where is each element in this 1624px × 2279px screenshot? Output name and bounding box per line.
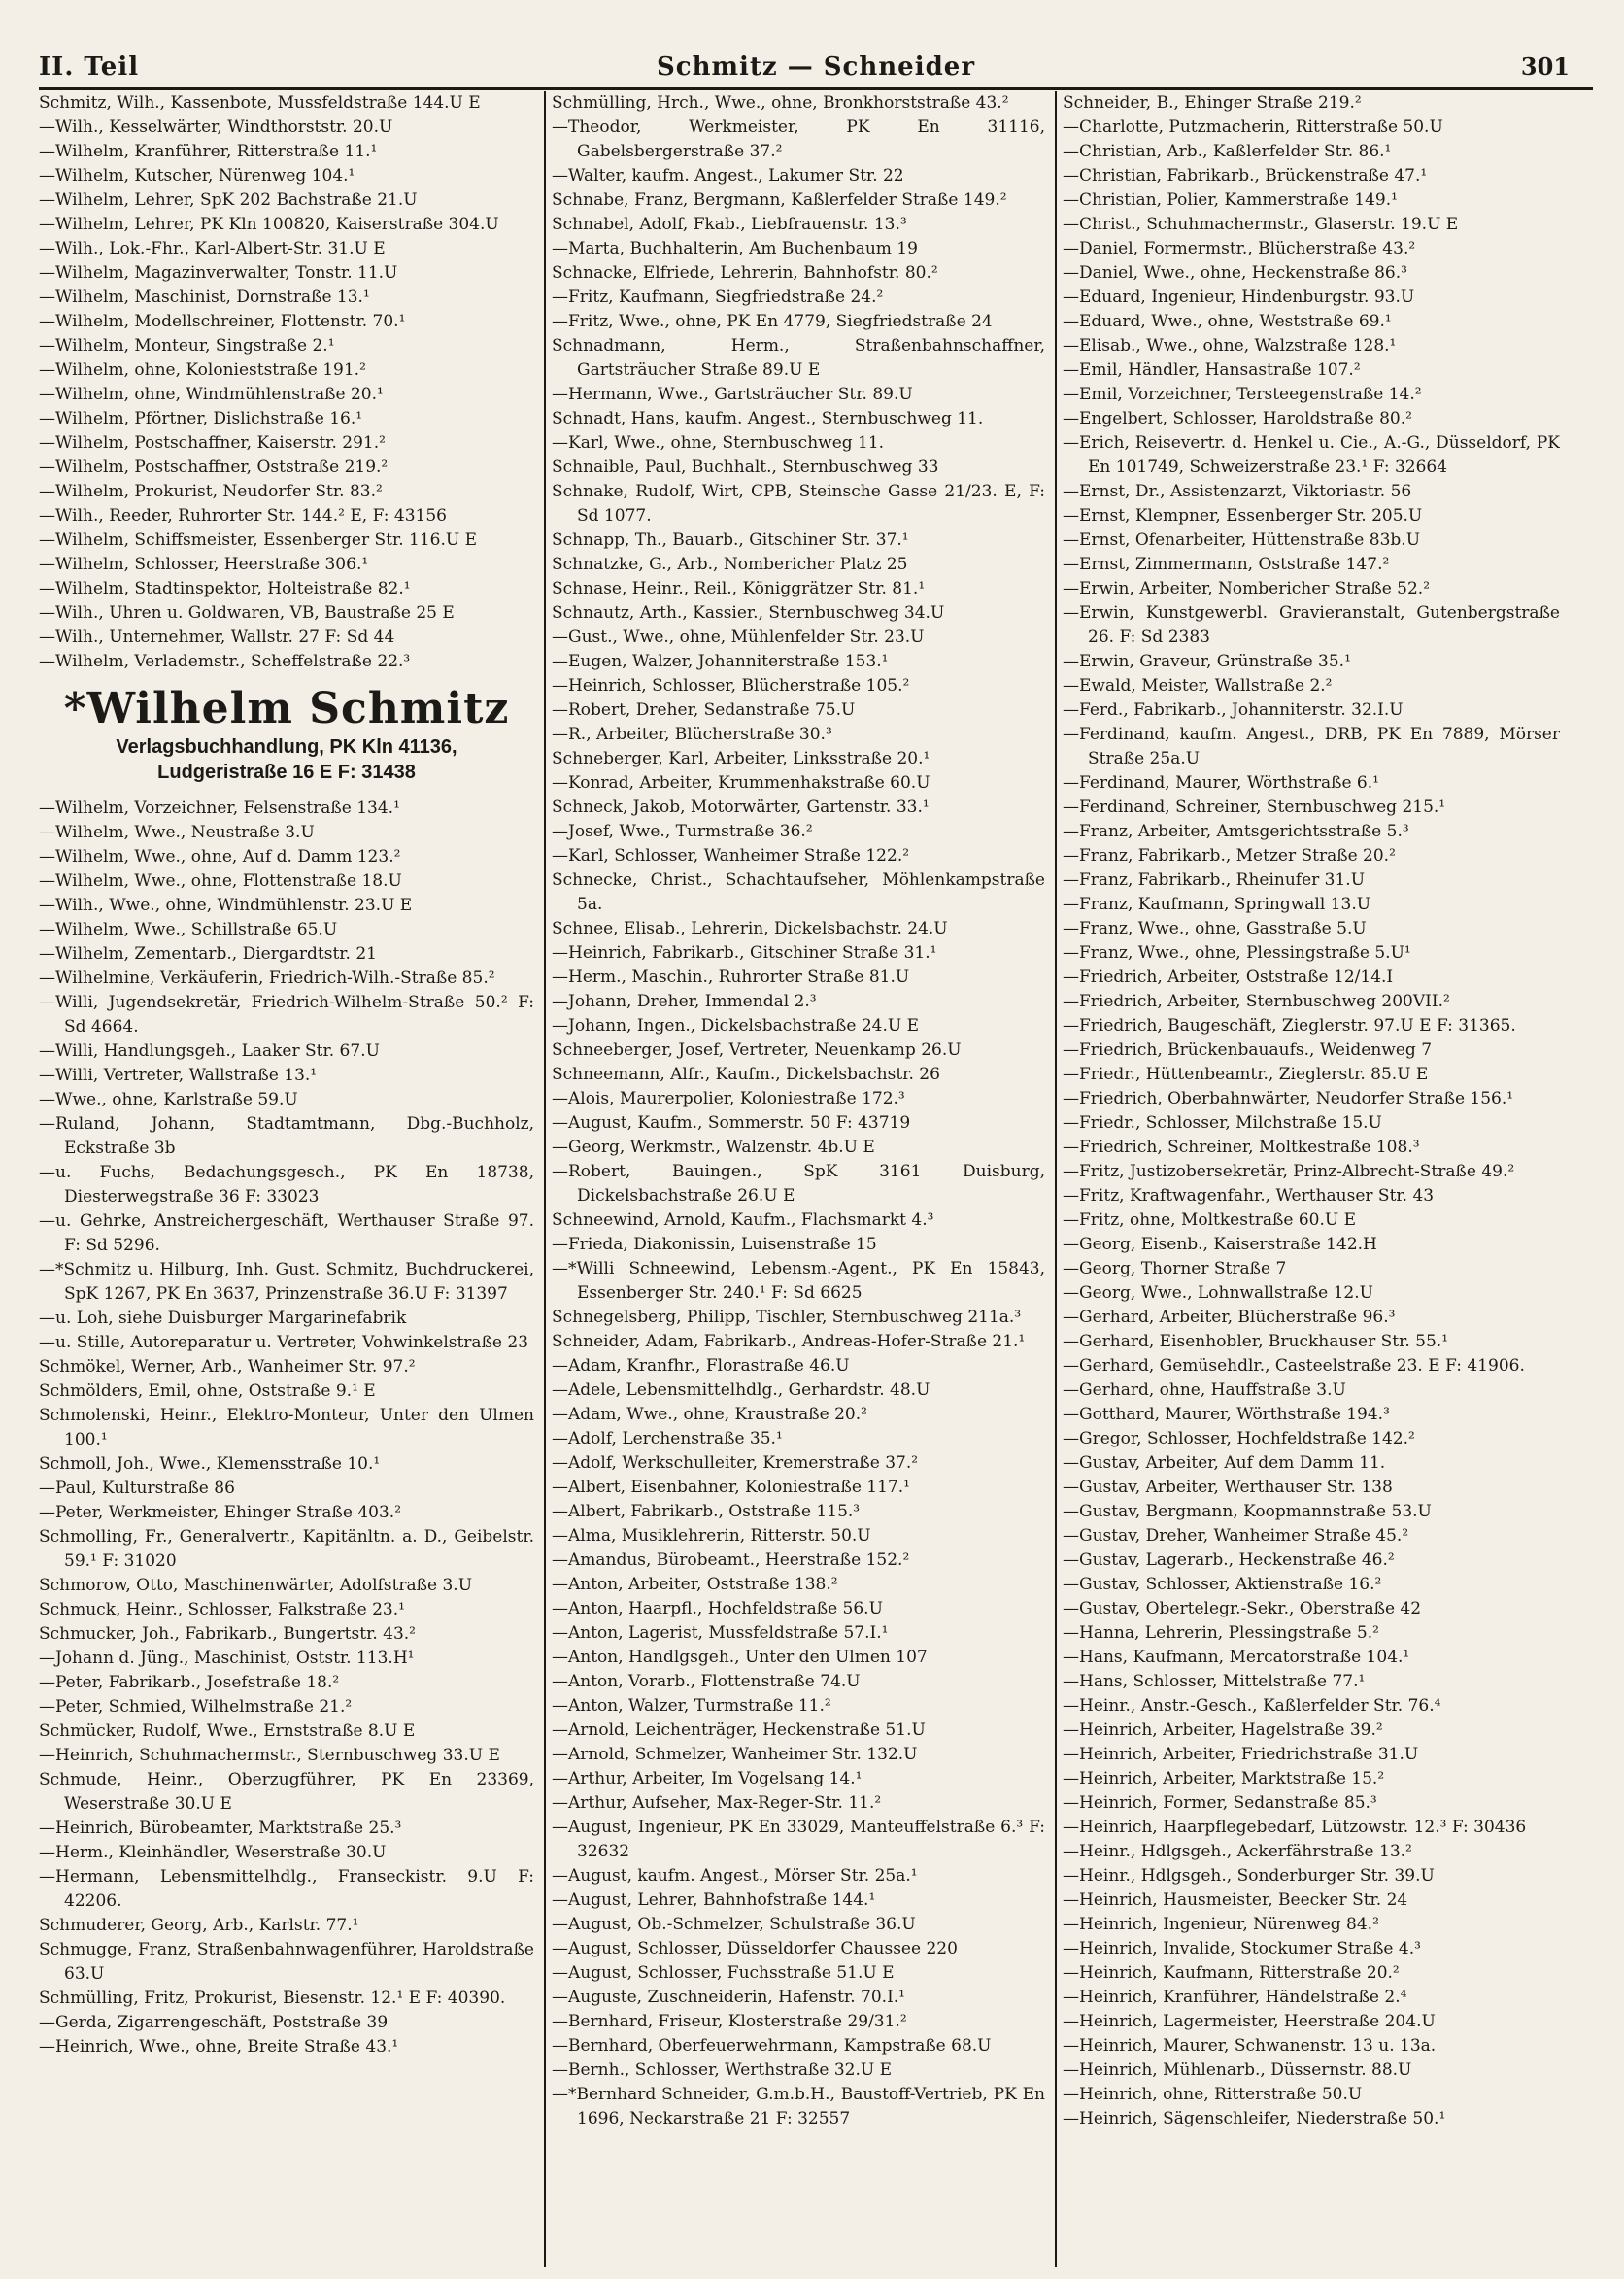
directory-entry: —Ernst, Klempner, Essenberger Str. 205.U	[1063, 506, 1423, 526]
directory-entry: —Paul, Kulturstraße 86	[39, 1479, 235, 1498]
directory-entry: —u. Loh, siehe Duisburger Margarinefabrik	[39, 1309, 407, 1328]
advertisement-line-2: Ludgeristraße 16 E F: 31438	[157, 762, 416, 783]
directory-entry: —Gerhard, ohne, Hauffstraße 3.U	[1063, 1380, 1346, 1400]
directory-entry: Schneemann, Alfr., Kaufm., Dickelsbachstr. 26	[552, 1065, 940, 1084]
directory-entry: —Robert, Dreher, Sedanstraße 75.U	[552, 700, 856, 720]
directory-entry: —Gust., Wwe., ohne, Mühlenfelder Str. 23.U	[552, 628, 925, 647]
advertisement-line-1: Verlagsbuchhandlung, PK Kln 41136,	[116, 736, 457, 758]
directory-entry: —Wilh., Unternehmer, Wallstr. 27 F: Sd 44	[39, 628, 395, 647]
directory-entry: —Wilhelm, Monteur, Singstraße 2.¹	[39, 336, 335, 356]
directory-entry: —Wilhelm, Wwe., Schillstraße 65.U	[39, 920, 338, 939]
directory-page	[39, 0, 1593, 2279]
directory-entry: —Wilhelm, Lehrer, SpK 202 Bachstraße 21.U	[39, 190, 418, 210]
directory-entry: —Gustav, Bergmann, Koopmannstraße 53.U	[1063, 1502, 1432, 1521]
directory-entry: —Karl, Wwe., ohne, Sternbuschweg 11.	[552, 433, 885, 453]
directory-entry: —Heinrich, ohne, Ritterstraße 50.U	[1063, 2085, 1363, 2104]
directory-entry: —*Schmitz u. Hilburg, Inh. Gust. Schmitz, Buchdruckerei, SpK 1267, PK En 3637, Prinzenstraße 36.U F: 31397	[39, 1260, 534, 1304]
directory-entry: —Wilhelm, Vorzeichner, Felsenstraße 134.¹	[39, 799, 400, 818]
directory-entry: —Albert, Eisenbahner, Koloniestraße 117.¹	[552, 1478, 910, 1497]
column-1-entries-bottom	[39, 797, 534, 2059]
directory-entry: —*Willi Schneewind, Lebensm.-Agent., PK En 15843, Essenberger Str. 240.¹ F: Sd 6625	[552, 1259, 1045, 1303]
directory-entry: —Wilh., Reeder, Ruhrorter Str. 144.² E, F: 43156	[39, 506, 447, 526]
directory-entry: —Wilhelm, Wwe., ohne, Flottenstraße 18.U	[39, 871, 402, 891]
page-number: 301	[1520, 52, 1570, 81]
directory-entry: —Johann, Ingen., Dickelsbachstraße 24.U E	[552, 1016, 920, 1036]
directory-entry: —u. Stille, Autoreparatur u. Vertreter, Vohwinkelstraße 23	[39, 1333, 529, 1352]
directory-entry: —Ernst, Zimmermann, Oststraße 147.²	[1063, 555, 1390, 574]
directory-entry: —Peter, Schmied, Wilhelmstraße 21.²	[39, 1697, 353, 1717]
directory-entry: —Ferdinand, kaufm. Angest., DRB, PK En 7889, Mörser Straße 25a.U	[1063, 725, 1560, 768]
directory-entry: Schmülling, Hrch., Wwe., ohne, Bronkhorststraße 43.²	[552, 93, 1009, 113]
directory-entry: —Wilh., Uhren u. Goldwaren, VB, Baustraße 25 E	[39, 603, 455, 623]
directory-entry: —Anton, Arbeiter, Oststraße 138.²	[552, 1575, 838, 1594]
directory-entry: Schmolling, Fr., Generalvertr., Kapitänltn. a. D., Geibelstr. 59.¹ F: 31020	[39, 1527, 534, 1571]
directory-entry: —Georg, Werkmstr., Walzenstr. 4b.U E	[552, 1138, 875, 1157]
directory-entry: —Wilhelm, Lehrer, PK Kln 100820, Kaiserstraße 304.U	[39, 215, 499, 234]
directory-entry: —Heinrich, Arbeiter, Hagelstraße 39.²	[1063, 1720, 1383, 1740]
directory-entry: —Wilhelm, Verlademstr., Scheffelstraße 22.³	[39, 652, 411, 671]
directory-entry: —Anton, Walzer, Turmstraße 11.²	[552, 1696, 831, 1716]
directory-entry: Schmoll, Joh., Wwe., Klemensstraße 10.¹	[39, 1454, 381, 1474]
directory-entry: —Franz, Fabrikarb., Rheinufer 31.U	[1063, 870, 1366, 890]
directory-entry: —Emil, Händler, Hansastraße 107.²	[1063, 360, 1361, 380]
directory-entry: Schmorow, Otto, Maschinenwärter, Adolfstraße 3.U	[39, 1576, 473, 1595]
directory-entry: —Adam, Wwe., ohne, Kraustraße 20.²	[552, 1405, 867, 1424]
directory-entry: —Hans, Kaufmann, Mercatorstraße 104.¹	[1063, 1648, 1410, 1667]
directory-entry: —Fritz, Kraftwagenfahr., Werthauser Str. 43	[1063, 1186, 1435, 1206]
directory-entry: —Heinr., Anstr.-Gesch., Kaßlerfelder Str. 76.⁴	[1063, 1696, 1441, 1716]
directory-entry: Schnatzke, G., Arb., Nombericher Platz 25	[552, 555, 908, 574]
directory-entry: —Adele, Lebensmittelhdlg., Gerhardstr. 48.U	[552, 1380, 930, 1400]
directory-entry: —Daniel, Wwe., ohne, Heckenstraße 86.³	[1063, 263, 1407, 283]
directory-entry: —Wilhelmine, Verkäuferin, Friedrich-Wilh.-Straße 85.²	[39, 969, 495, 988]
directory-entry: —Friedrich, Brückenbauaufs., Weidenweg 7	[1063, 1040, 1433, 1060]
directory-entry: —Wilhelm, Pförtner, Dislichstraße 16.¹	[39, 409, 363, 428]
directory-entry: —Fritz, Wwe., ohne, PK En 4779, Siegfriedstraße 24	[552, 312, 993, 331]
directory-entry: Schneck, Jakob, Motorwärter, Gartenstr. 33.¹	[552, 798, 930, 817]
directory-entry: —Friedrich, Baugeschäft, Zieglerstr. 97.U E F: 31365.	[1063, 1016, 1516, 1036]
directory-entry: Schnegelsberg, Philipp, Tischler, Sternbuschweg 211a.³	[552, 1308, 1022, 1327]
directory-entry: —Walter, kaufm. Angest., Lakumer Str. 22	[552, 166, 904, 186]
directory-entry: —Heinrich, Fabrikarb., Gitschiner Straße 31.¹	[552, 943, 937, 963]
column-2-entries	[552, 91, 1045, 2131]
directory-entry: —Karl, Schlosser, Wanheimer Straße 122.²	[552, 846, 910, 866]
directory-entry: Schmugge, Franz, Straßenbahnwagenführer, Haroldstraße 63.U	[39, 1940, 534, 1984]
directory-entry: —Heinrich, Lagermeister, Heerstraße 204.U	[1063, 2012, 1436, 2031]
directory-entry: —Heinrich, Haarpflegebedarf, Lützowstr. 12.³ F: 30436	[1063, 1818, 1527, 1837]
directory-entry: —Heinrich, Invalide, Stockumer Straße 4.³	[1063, 1939, 1421, 1958]
directory-entry: Schnabel, Adolf, Fkab., Liebfrauenstr. 13.³	[552, 215, 907, 234]
directory-entry: —Wilhelm, Zementarb., Diergardtstr. 21	[39, 944, 377, 964]
directory-entry: Schnase, Heinr., Reil., Königgrätzer Str. 81.¹	[552, 579, 926, 598]
directory-entry: —Theodor, Werkmeister, PK En 31116, Gabelsbergerstraße 37.²	[552, 118, 1045, 161]
directory-entry: —August, Ob.-Schmelzer, Schulstraße 36.U	[552, 1915, 916, 1934]
directory-entry: —Georg, Eisenb., Kaiserstraße 142.H	[1063, 1235, 1377, 1254]
directory-entry: —Heinrich, Hausmeister, Beecker Str. 24	[1063, 1890, 1408, 1910]
directory-entry: —Arnold, Leichenträger, Heckenstraße 51.U	[552, 1720, 926, 1740]
directory-entry: —Christian, Arb., Kaßlerfelder Str. 86.¹	[1063, 142, 1392, 161]
directory-entry: —Albert, Fabrikarb., Oststraße 115.³	[552, 1502, 861, 1521]
directory-entry: —Wilhelm, Prokurist, Neudorfer Str. 83.²	[39, 482, 383, 501]
page-title: Schmitz — Schneider	[656, 52, 976, 82]
directory-entry: —August, Kaufm., Sommerstr. 50 F: 43719	[552, 1113, 911, 1133]
column-2	[544, 91, 1045, 2267]
directory-entry: —Willi, Jugendsekretär, Friedrich-Wilhelm-Straße 50.² F: Sd 4664.	[39, 993, 534, 1037]
directory-entry: —Franz, Kaufmann, Springwall 13.U	[1063, 895, 1371, 914]
directory-entry: —Konrad, Arbeiter, Krummenhakstraße 60.U	[552, 773, 930, 793]
directory-entry: —Herm., Kleinhändler, Weserstraße 30.U	[39, 1843, 387, 1862]
directory-entry: —Heinrich, Mühlenarb., Düssernstr. 88.U	[1063, 2060, 1412, 2080]
directory-entry: —Engelbert, Schlosser, Haroldstraße 80.²	[1063, 409, 1412, 428]
directory-entry: —Fritz, ohne, Moltkestraße 60.U E	[1063, 1210, 1357, 1230]
directory-entry: —Fritz, Kaufmann, Siegfriedstraße 24.²	[552, 288, 884, 307]
directory-entry: —August, Schlosser, Düsseldorfer Chaussee 220	[552, 1939, 958, 1958]
directory-entry: —Josef, Wwe., Turmstraße 36.²	[552, 822, 813, 841]
directory-entry: —Charlotte, Putzmacherin, Ritterstraße 50.U	[1063, 118, 1443, 137]
advertisement	[39, 684, 534, 785]
directory-entry: —Frieda, Diakonissin, Luisenstraße 15	[552, 1235, 877, 1254]
directory-entry: —Gustav, Obertelegr.-Sekr., Oberstraße 42	[1063, 1599, 1422, 1618]
directory-entry: Schnautz, Arth., Kassier., Sternbuschweg 34.U	[552, 603, 945, 623]
directory-entry: —Wilhelm, Wwe., Neustraße 3.U	[39, 823, 315, 842]
directory-entry: —Heinrich, Maurer, Schwanenstr. 13 u. 13a.	[1063, 2036, 1437, 2056]
directory-entry: —Willi, Vertreter, Wallstraße 13.¹	[39, 1066, 318, 1085]
directory-entry: —Heinrich, Sägenschleifer, Niederstraße 50.¹	[1063, 2109, 1446, 2128]
directory-entry: —August, Schlosser, Fuchsstraße 51.U E	[552, 1963, 895, 1983]
directory-entry: —Franz, Wwe., ohne, Plessingstraße 5.U¹	[1063, 943, 1411, 963]
directory-entry: Schnadmann, Herm., Straßenbahnschaffner, Gartsträucher Straße 89.U E	[552, 336, 1045, 380]
directory-entry: —Gustav, Schlosser, Aktienstraße 16.²	[1063, 1575, 1382, 1594]
column-3	[1055, 91, 1560, 2267]
directory-entry: —Ewald, Meister, Wallstraße 2.²	[1063, 676, 1333, 696]
directory-entry: —Anton, Vorarb., Flottenstraße 74.U	[552, 1672, 861, 1691]
directory-entry: —Wilhelm, Maschinist, Dornstraße 13.¹	[39, 288, 370, 307]
directory-entry: —Wilhelm, ohne, Kolonieststraße 191.²	[39, 360, 366, 380]
directory-entry: Schnapp, Th., Bauarb., Gitschiner Str. 37.¹	[552, 530, 909, 550]
directory-entry: —Amandus, Bürobeamt., Heerstraße 152.²	[552, 1550, 910, 1570]
directory-entry: —Erwin, Arbeiter, Nomberichег Straße 52.²	[1063, 579, 1431, 598]
directory-entry: —Hans, Schlosser, Mittelstraße 77.¹	[1063, 1672, 1366, 1691]
directory-entry: —Wilhelm, Magazinverwalter, Tonstr. 11.U	[39, 263, 398, 283]
directory-entry: —Bernhard, Oberfeuerwehrmann, Kampstraße 68.U	[552, 2036, 992, 2056]
directory-entry: Schneider, B., Ehinger Straße 219.²	[1063, 93, 1362, 113]
part-label: II. Teil	[39, 52, 140, 82]
directory-entry: —Friedrich, Schreiner, Moltkestraße 108.³	[1063, 1138, 1420, 1157]
directory-entry: —Wilhelm, Kutscher, Nürenweg 104.¹	[39, 166, 355, 186]
directory-entry: —Hanna, Lehrerin, Plessingstraße 5.²	[1063, 1623, 1379, 1643]
directory-entry: —Eduard, Wwe., ohne, Weststraße 69.¹	[1063, 312, 1392, 331]
directory-entry: Schmülling, Fritz, Prokurist, Biesenstr. 12.¹ E F: 40390.	[39, 1989, 506, 2008]
directory-entry: —Arnold, Schmelzer, Wanheimer Str. 132.U	[552, 1745, 918, 1764]
directory-entry: Schmucker, Joh., Fabrikarb., Bungertstr. 43.²	[39, 1624, 416, 1644]
directory-entry: —Friedrich, Arbeiter, Oststraße 12/14.I	[1063, 968, 1394, 987]
directory-entry: —Christian, Fabrikarb., Brückenstraße 47.¹	[1063, 166, 1428, 186]
directory-entry: —Gerhard, Eisenhobler, Bruckhauser Str. 55.¹	[1063, 1332, 1449, 1351]
directory-entry: —Heinrich, Wwe., ohne, Breite Straße 43.¹	[39, 2037, 399, 2057]
directory-entry: —Wilhelm, Postschaffner, Oststraße 219.²	[39, 458, 389, 477]
directory-entry: Schneberger, Karl, Arbeiter, Linksstraße 20.¹	[552, 749, 930, 768]
directory-entry: —Ferdinand, Schreiner, Sternbuschweg 215.¹	[1063, 798, 1446, 817]
directory-entry: —Georg, Thorner Straße 7	[1063, 1259, 1287, 1278]
directory-entry: —Adolf, Lerchenstraße 35.¹	[552, 1429, 783, 1448]
directory-entry: —Heinrich, Arbeiter, Marktstraße 15.²	[1063, 1769, 1385, 1788]
directory-entry: —Willi, Handlungsgeh., Laaker Str. 67.U	[39, 1041, 380, 1061]
directory-entry: Schmude, Heinr., Oberzugführer, PK En 23369, Weserstraße 30.U E	[39, 1770, 534, 1814]
directory-entry: —Heinrich, Bürobeamter, Marktstraße 25.³	[39, 1819, 402, 1838]
directory-entry: —Franz, Fabrikarb., Metzer Straße 20.²	[1063, 846, 1396, 866]
directory-entry: —Heinrich, Ingenieur, Nürenweg 84.²	[1063, 1915, 1379, 1934]
directory-entry: —Daniel, Formermstr., Blücherstraße 43.²	[1063, 239, 1416, 258]
advertisement-title: *Wilhelm Schmitz	[63, 684, 510, 733]
directory-entry: —Eugen, Walzer, Johanniterstraße 153.¹	[552, 652, 889, 671]
directory-entry: —Johann, Dreher, Immendal 2.³	[552, 992, 817, 1011]
directory-entry: —Franz, Arbeiter, Amtsgerichtsstraße 5.³	[1063, 822, 1409, 841]
directory-entry: —Wilhelm, Kranführer, Ritterstraße 11.¹	[39, 142, 378, 161]
directory-entry: —Gregor, Schlosser, Hochfeldstraße 142.²	[1063, 1429, 1415, 1448]
directory-entry: —Bernhard, Friseur, Klosterstraße 29/31.²	[552, 2012, 907, 2031]
column-1-entries-top	[39, 91, 534, 674]
directory-entry: —Heinrich, Kaufmann, Ritterstraße 20.²	[1063, 1963, 1400, 1983]
directory-entry: —Wilhelm, Wwe., ohne, Auf d. Damm 123.²	[39, 847, 401, 867]
directory-entry: —August, Lehrer, Bahnhofstraße 144.¹	[552, 1890, 876, 1910]
directory-entry: —Alma, Musiklehrerin, Ritterstr. 50.U	[552, 1526, 871, 1546]
directory-entry: —Heinrich, Former, Sedanstraße 85.³	[1063, 1793, 1377, 1813]
directory-entry: Schnee, Elisab., Lehrerin, Dickelsbachstr. 24.U	[552, 919, 948, 938]
directory-entry: Schmuderer, Georg, Arb., Karlstr. 77.¹	[39, 1916, 359, 1935]
directory-entry: —Herm., Maschin., Ruhrorter Straße 81.U	[552, 968, 910, 987]
directory-entry: —Adolf, Werkschulleiter, Kremerstraße 37.²	[552, 1453, 919, 1473]
directory-entry: —Auguste, Zuschneiderin, Hafenstr. 70.I.¹	[552, 1988, 905, 2007]
directory-entry: —Christ., Schuhmachermstr., Glaserstr. 19.U E	[1063, 215, 1459, 234]
directory-entry: —Wilhelm, Stadtinspektor, Holteistraße 82.¹	[39, 579, 411, 598]
directory-entry: —Robert, Bauingen., SpK 3161 Duisburg, Dickelsbachstraße 26.U E	[552, 1162, 1045, 1206]
directory-entry: —Erich, Reisevertr. d. Henkel u. Cie., A.-G., Düsseldorf, PK En 101749, Schweizerstraße 23.¹ F: 32664	[1063, 433, 1560, 477]
directory-entry: —Ferd., Fabrikarb., Johanniterstr. 32.I.U	[1063, 700, 1404, 720]
directory-entry: —Christian, Polier, Kammerstraße 149.¹	[1063, 190, 1398, 210]
directory-entry: —Anton, Haarpfl., Hochfeldstraße 56.U	[552, 1599, 883, 1618]
page-header	[39, 47, 1593, 85]
directory-entry: —Wilhelm, Schiffsmeister, Essenberger Str. 116.U E	[39, 530, 478, 550]
directory-entry: —Gustav, Arbeiter, Werthauser Str. 138	[1063, 1478, 1393, 1497]
directory-entry: Schnaible, Paul, Buchhalt., Sternbuschweg 33	[552, 458, 939, 477]
directory-entry: Schneewind, Arnold, Kaufm., Flachsmarkt 4.³	[552, 1210, 934, 1230]
directory-entry: —Gerhard, Gemüsehdlr., Casteelstraße 23. E F: 41906.	[1063, 1356, 1525, 1376]
directory-entry: —Hermann, Lebensmittelhdlg., Franseckistr. 9.U F: 42206.	[39, 1867, 534, 1911]
directory-entry: —Heinr., Hdlgsgeh., Ackerfährstraße 13.²	[1063, 1842, 1412, 1861]
directory-entry: —Gustav, Arbeiter, Auf dem Damm 11.	[1063, 1453, 1386, 1473]
directory-entry: —Fritz, Justizobersekretär, Prinz-Albrecht-Straße 49.²	[1063, 1162, 1515, 1181]
directory-entry: —Anton, Handlgsgeh., Unter den Ulmen 107	[552, 1648, 928, 1667]
directory-entry: Schnake, Rudolf, Wirt, CPB, Steinsche Gasse 21/23. E, F: Sd 1077.	[552, 482, 1045, 526]
directory-entry: —u. Gehrke, Anstreichergeschäft, Werthauser Straße 97. F: Sd 5296.	[39, 1211, 534, 1255]
directory-entry: Schnabe, Franz, Bergmann, Kaßlerfelder Straße 149.²	[552, 190, 1007, 210]
directory-entry: Schmitz, Wilh., Kassenbote, Mussfeldstraße 144.U E	[39, 93, 481, 113]
directory-entry: —Gustav, Lagerarb., Heckenstraße 46.²	[1063, 1550, 1395, 1570]
directory-entry: Schmökel, Werner, Arb., Wanheimer Str. 97.²	[39, 1357, 416, 1377]
directory-entry: —Gerhard, Arbeiter, Blücherstraße 96.³	[1063, 1308, 1396, 1327]
directory-entry: —Erwin, Graveur, Grünstraße 35.¹	[1063, 652, 1351, 671]
column-3-entries	[1063, 91, 1560, 2131]
directory-entry: —Gotthard, Maurer, Wörthstraße 194.³	[1063, 1405, 1390, 1424]
directory-entry: —R., Arbeiter, Blücherstraße 30.³	[552, 725, 832, 744]
directory-entry: —*Bernhard Schneider, G.m.b.H., Baustoff-Vertrieb, PK En 1696, Neckarstraße 21 F: 32557	[552, 2085, 1045, 2128]
directory-entry: —Wwe., ohne, Karlstraße 59.U	[39, 1090, 298, 1109]
header-rule	[39, 87, 1593, 90]
directory-entry: —Alois, Maurerpolier, Koloniestraße 172.³	[552, 1089, 905, 1108]
directory-entry: —Emil, Vorzeichner, Tersteegenstraße 14.²	[1063, 385, 1422, 404]
directory-entry: —Arthur, Arbeiter, Im Vogelsang 14.¹	[552, 1769, 863, 1788]
directory-entry: —Bernh., Schlosser, Werthstraße 32.U E	[552, 2060, 893, 2080]
directory-entry: —Heinr., Hdlgsgeh., Sonderburger Str. 39.U	[1063, 1866, 1435, 1886]
directory-entry: —Wilhelm, Modellschreiner, Flottenstr. 70.¹	[39, 312, 406, 331]
directory-entry: Schneeberger, Josef, Vertreter, Neuenkamp 26.U	[552, 1040, 962, 1060]
directory-entry: —Wilhelm, Schlosser, Heerstraße 306.¹	[39, 555, 369, 574]
directory-entry: —Friedrich, Oberbahnwärter, Neudorfer Straße 156.¹	[1063, 1089, 1514, 1108]
directory-entry: —Hermann, Wwe., Gartsträucher Str. 89.U	[552, 385, 913, 404]
directory-entry: —Arthur, Aufseher, Max-Reger-Str. 11.²	[552, 1793, 882, 1813]
directory-entry: Schmolenski, Heinr., Elektro-Monteur, Unter den Ulmen 100.¹	[39, 1406, 534, 1449]
directory-entry: —Wilhelm, Postschaffner, Kaiserstr. 291.²	[39, 433, 386, 453]
directory-entry: Schnacke, Elfriede, Lehrerin, Bahnhofstr. 80.²	[552, 263, 938, 283]
directory-entry: —Adam, Kranfhr., Florastraße 46.U	[552, 1356, 850, 1376]
directory-entry: —Peter, Fabrikarb., Josefstraße 18.²	[39, 1673, 340, 1692]
directory-entry: —Friedr., Hüttenbeamtr., Zieglerstr. 85.U E	[1063, 1065, 1429, 1084]
directory-entry: —Georg, Wwe., Lohnwallstraße 12.U	[1063, 1283, 1373, 1303]
directory-entry: —Franz, Wwe., ohne, Gasstraße 5.U	[1063, 919, 1367, 938]
directory-entry: Schmölders, Emil, ohne, Oststraße 9.¹ E	[39, 1381, 376, 1401]
directory-entry: —Ernst, Dr., Assistenzarzt, Viktoriastr. 56	[1063, 482, 1412, 501]
directory-entry: —Ferdinand, Maurer, Wörthstraße 6.¹	[1063, 773, 1379, 793]
directory-entry: —August, kaufm. Angest., Mörser Str. 25a.¹	[552, 1866, 918, 1886]
directory-entry: —Wilh., Kesselwärter, Windthorststr. 20.U	[39, 118, 393, 137]
directory-entry: —Wilhelm, ohne, Windmühlenstraße 20.¹	[39, 385, 384, 404]
directory-entry: Schmücker, Rudolf, Wwe., Ernststraße 8.U E	[39, 1721, 416, 1741]
directory-entry: —Erwin, Kunstgewerbl. Gravieranstalt, Gutenbergstraße 26. F: Sd 2383	[1063, 603, 1560, 647]
directory-entry: —Gerda, Zigarrengeschäft, Poststraße 39	[39, 2013, 389, 2032]
directory-entry: —Gustav, Dreher, Wanheimer Straße 45.²	[1063, 1526, 1409, 1546]
directory-entry: —Friedrich, Arbeiter, Sternbuschweg 200VII.²	[1063, 992, 1450, 1011]
directory-entry: —Heinrich, Schuhmachermstr., Sternbuschweg 33.U E	[39, 1746, 500, 1765]
directory-entry: —August, Ingenieur, PK En 33029, Manteuffelstraße 6.³ F: 32632	[552, 1818, 1045, 1861]
directory-entry: —Heinrich, Kranführer, Händelstraße 2.⁴	[1063, 1988, 1407, 2007]
directory-entry: —Peter, Werkmeister, Ehinger Straße 403.²	[39, 1503, 402, 1522]
directory-entry: —Ruland, Johann, Stadtamtmann, Dbg.-Buchholz, Eckstraße 3b	[39, 1114, 534, 1158]
directory-entry: —Heinrich, Schlosser, Blücherstraße 105.²	[552, 676, 910, 696]
directory-entry: —Johann d. Jüng., Maschinist, Oststr. 113.H¹	[39, 1649, 415, 1668]
directory-entry: —Eduard, Ingenieur, Hindenburgstr. 93.U	[1063, 288, 1415, 307]
directory-entry: Schnecke, Christ., Schachtaufseher, Möhlenkampstraße 5a.	[552, 870, 1045, 914]
column-1	[39, 91, 534, 2267]
directory-entry: —Heinrich, Arbeiter, Friedrichstraße 31.U	[1063, 1745, 1419, 1764]
directory-entry: —Friedr., Schlosser, Milchstraße 15.U	[1063, 1113, 1382, 1133]
directory-entry: Schmuck, Heinr., Schlosser, Falkstraße 23.¹	[39, 1600, 405, 1619]
directory-entry: —Marta, Buchhalterin, Am Buchenbaum 19	[552, 239, 918, 258]
directory-entry: Schneider, Adam, Fabrikarb., Andreas-Hofer-Straße 21.¹	[552, 1332, 1026, 1351]
directory-entry: —Wilh., Lok.-Fhr., Karl-Albert-Str. 31.U E	[39, 239, 386, 258]
directory-entry: —Ernst, Ofenarbeiter, Hüttenstraße 83b.U	[1063, 530, 1421, 550]
directory-entry: —u. Fuchs, Bedachungsgesch., PK En 18738, Diesterwegstraße 36 F: 33023	[39, 1163, 534, 1207]
directory-entry: Schnadt, Hans, kaufm. Angest., Sternbuschweg 11.	[552, 409, 984, 428]
directory-entry: —Wilh., Wwe., ohne, Windmühlenstr. 23.U E	[39, 896, 413, 915]
directory-entry: —Elisab., Wwe., ohne, Walzstraße 128.¹	[1063, 336, 1397, 356]
directory-entry: —Anton, Lagerist, Mussfeldstraße 57.I.¹	[552, 1623, 889, 1643]
